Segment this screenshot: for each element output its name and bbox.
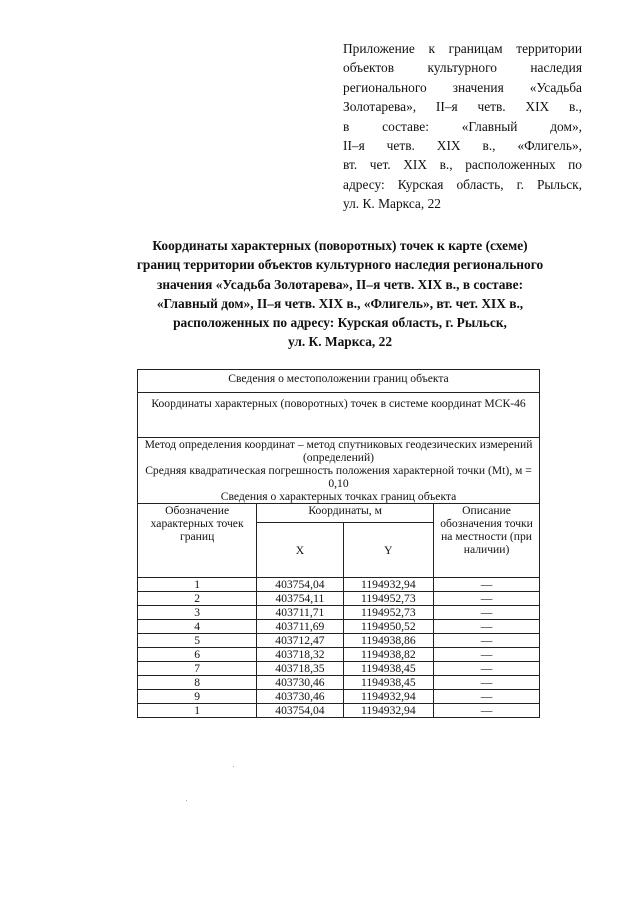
table-row	[138, 690, 540, 704]
y-coordinate-cell: 1194938,86	[343, 634, 433, 648]
appendix-line: Приложение к границам территории	[343, 41, 582, 56]
col-coordinates-header: Координаты, м	[257, 504, 434, 523]
table-row	[138, 704, 540, 718]
col-description-header: Описание обозначения точки на местности (при наличии)	[434, 504, 540, 578]
title-line: расположенных по адресу: Курская область, г. Рыльск,	[173, 315, 507, 331]
y-coordinate-cell: 1194932,94	[343, 578, 433, 592]
x-coordinate-cell: 403754,04	[257, 578, 343, 592]
point-number-cell: 4	[138, 620, 257, 634]
coord-system-cell: Координаты характерных (поворотных) точек в системе координат МСК-46	[138, 393, 540, 438]
scan-speck	[186, 800, 187, 801]
table-row	[138, 606, 540, 620]
point-number-cell: 5	[138, 634, 257, 648]
y-coordinate-cell: 1194950,52	[343, 620, 433, 634]
y-coordinate-cell: 1194932,94	[343, 690, 433, 704]
point-number-cell: 9	[138, 690, 257, 704]
point-number-cell: 6	[138, 648, 257, 662]
col-x-header: X	[257, 523, 343, 578]
point-number-cell: 3	[138, 606, 257, 620]
x-coordinate-cell: 403730,46	[257, 676, 343, 690]
table-row	[138, 620, 540, 634]
appendix-line: вт. чет. XIX в., расположенных по	[343, 157, 582, 173]
appendix-line: Золотарева», II–я четв. XIX в.,	[343, 99, 582, 115]
description-cell: —	[434, 578, 540, 592]
point-number-cell: 8	[138, 676, 257, 690]
table-row	[138, 648, 540, 662]
table-row	[138, 592, 540, 606]
method-text: Метод определения координат – метод спутниковых геодезических измерений (определений)	[144, 438, 533, 464]
description-cell: —	[434, 592, 540, 606]
appendix-line: объектов культурного наследия	[343, 60, 582, 76]
point-number-cell: 2	[138, 592, 257, 606]
col-y-header: Y	[343, 523, 433, 578]
col-designation-header: Обозначение характерных точек границ	[138, 504, 257, 578]
y-coordinate-cell: 1194938,45	[343, 662, 433, 676]
x-coordinate-cell: 403712,47	[257, 634, 343, 648]
method-cell	[138, 438, 540, 504]
description-cell: —	[434, 662, 540, 676]
title-line: ул. К. Маркса, 22	[287, 334, 393, 350]
x-coordinate-cell: 403711,69	[257, 620, 343, 634]
point-number-cell: 7	[138, 662, 257, 676]
appendix-note	[343, 39, 582, 214]
table-row	[138, 578, 540, 592]
x-coordinate-cell: 403730,46	[257, 690, 343, 704]
scan-speck	[233, 766, 234, 767]
description-cell: —	[434, 690, 540, 704]
document-title	[100, 236, 580, 352]
appendix-line: адресу: Курская область, г. Рыльск,	[343, 176, 582, 192]
y-coordinate-cell: 1194952,73	[343, 606, 433, 620]
title-line: «Главный дом», II–я четв. XIX в., «Флигель», вт. чет. XIX в.,	[156, 295, 524, 311]
y-coordinate-cell: 1194938,82	[343, 648, 433, 662]
table-row	[138, 634, 540, 648]
y-coordinate-cell: 1194932,94	[343, 704, 433, 718]
y-coordinate-cell: 1194952,73	[343, 592, 433, 606]
x-coordinate-cell: 403718,32	[257, 648, 343, 662]
point-number-cell: 1	[138, 704, 257, 718]
x-coordinate-cell: 403754,04	[257, 704, 343, 718]
accuracy-text: Средняя квадратическая погрешность положения характерной точки (Mt), м = 0,10	[145, 464, 532, 490]
x-coordinate-cell: 403754,11	[257, 592, 343, 606]
table-row	[138, 662, 540, 676]
appendix-line: в составе: «Главный дом»,	[343, 118, 582, 134]
description-cell: —	[434, 606, 540, 620]
table-row	[138, 676, 540, 690]
points-header: Сведения о характерных точках границ объекта	[220, 490, 457, 503]
x-coordinate-cell: 403711,71	[257, 606, 343, 620]
title-line: границ территории объектов культурного наследия регионального	[136, 257, 544, 273]
description-cell: —	[434, 648, 540, 662]
title-line: Координаты характерных (поворотных) точек к карте (схеме)	[152, 238, 528, 253]
x-coordinate-cell: 403718,35	[257, 662, 343, 676]
appendix-line: регионального значения «Усадьба	[343, 79, 582, 95]
description-cell: —	[434, 704, 540, 718]
description-cell: —	[434, 620, 540, 634]
coordinates-table	[137, 369, 540, 718]
y-coordinate-cell: 1194938,45	[343, 676, 433, 690]
point-number-cell: 1	[138, 578, 257, 592]
title-line: значения «Усадьба Золотарева», II–я четв. XIX в., в составе:	[156, 276, 524, 292]
description-cell: —	[434, 676, 540, 690]
location-header: Сведения о местоположении границ объекта	[138, 370, 540, 393]
description-cell: —	[434, 634, 540, 648]
appendix-line: ул. К. Маркса, 22	[343, 196, 441, 212]
appendix-line: II–я четв. XIX в., «Флигель»,	[343, 138, 582, 154]
